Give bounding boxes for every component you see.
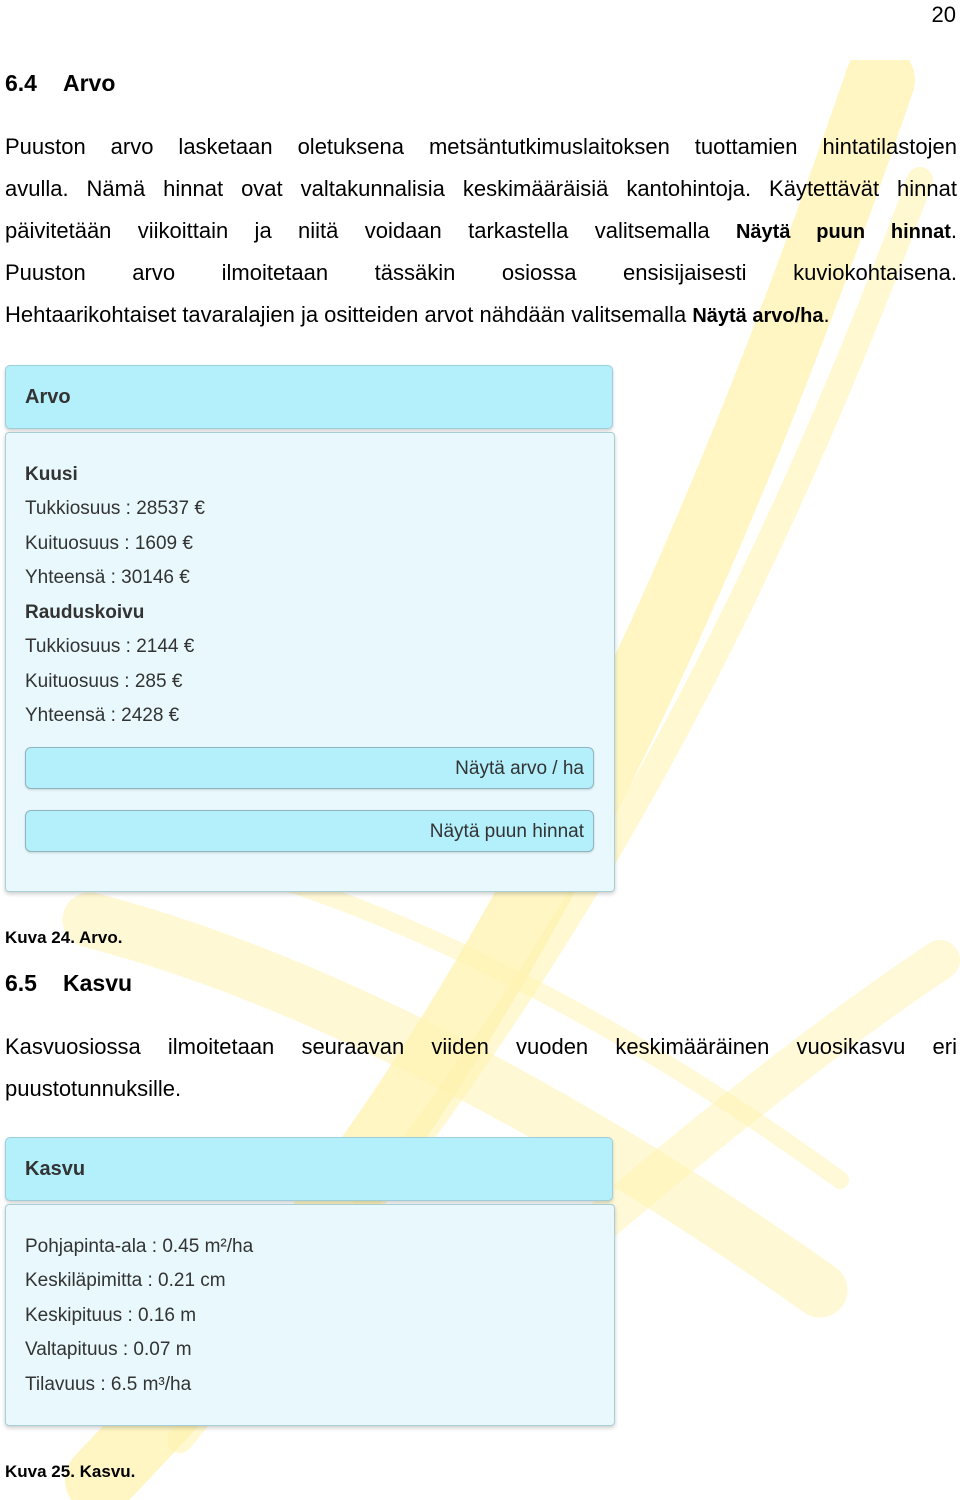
paragraph-line: avulla. Nämä hinnat ovat valtakunnalisia keskimääräisiä kantohintoja. Käytettävät hinnat <box>5 176 957 201</box>
value-line: Kuituosuus : 1609 € <box>25 533 193 554</box>
arvo-paragraph <box>5 126 957 336</box>
growth-line: Pohjapinta-ala : 0.45 m²/ha <box>25 1236 254 1257</box>
widget-title: Arvo <box>25 386 71 408</box>
value-line: Tukkiosuus : 28537 € <box>25 498 205 519</box>
growth-line: Keskiläpimitta : 0.21 cm <box>25 1270 226 1291</box>
paragraph-line <box>5 210 957 252</box>
kasvu-paragraph <box>5 1026 957 1110</box>
arvo-widget-header[interactable] <box>5 365 613 429</box>
species-name: Kuusi <box>25 464 78 485</box>
arvo-widget-body <box>5 432 615 892</box>
growth-line: Tilavuus : 6.5 m³/ha <box>25 1374 192 1395</box>
value-line: Tukkiosuus : 2144 € <box>25 636 195 657</box>
button-label: Näytä arvo / ha <box>455 758 584 779</box>
paragraph-line: Puuston arvo ilmoitetaan tässäkin osiossa ensisijaisesti kuviokohtaisena. <box>5 260 957 285</box>
growth-line: Keskipituus : 0.16 m <box>25 1305 197 1326</box>
section-number: 6.5 <box>5 970 37 996</box>
section-title: Kasvu <box>63 970 133 996</box>
show-tree-prices-button[interactable] <box>25 810 594 852</box>
page-number: 20 <box>931 2 956 27</box>
paragraph-text: Hehtaarikohtaiset tavaralajien ja ositteiden arvot nähdään valitsemalla <box>5 302 687 327</box>
value-line: Yhteensä : 30146 € <box>25 567 190 588</box>
species-name: Rauduskoivu <box>25 602 145 623</box>
section-title: Arvo <box>63 70 116 96</box>
paragraph-text: päivitetään viikoittain ja niitä voidaan tarkastella valitsemalla <box>5 218 710 243</box>
paragraph-punctuation: . <box>823 302 830 327</box>
paragraph-line: Kasvuosiossa ilmoitetaan seuraavan viiden vuoden keskimääräinen vuosikasvu eri <box>5 1034 957 1059</box>
figure-caption: Kuva 24. Arvo. <box>5 928 123 947</box>
paragraph-line: Puuston arvo lasketaan oletuksena metsäntutkimuslaitoksen tuottamien hintatilastojen <box>5 134 957 159</box>
kasvu-widget-body <box>5 1204 615 1426</box>
button-label: Näytä puun hinnat <box>429 821 584 842</box>
section-heading-kasvu <box>5 970 132 997</box>
widget-title: Kasvu <box>25 1158 86 1180</box>
paragraph-line <box>5 294 957 336</box>
ui-reference-value-per-ha: Näytä arvo/ha <box>692 305 824 327</box>
figure-caption: Kuva 25. Kasvu. <box>5 1462 136 1481</box>
section-number: 6.4 <box>5 70 37 96</box>
show-value-per-ha-button[interactable] <box>25 747 594 789</box>
kasvu-widget-header[interactable] <box>5 1137 613 1201</box>
ui-reference-show-prices: Näytä puun hinnat <box>735 221 951 243</box>
value-line: Kuituosuus : 285 € <box>25 671 183 692</box>
value-line: Yhteensä : 2428 € <box>25 705 180 726</box>
paragraph-line: puustotunnuksille. <box>5 1076 182 1101</box>
growth-line: Valtapituus : 0.07 m <box>25 1339 192 1360</box>
section-heading-arvo <box>5 70 115 97</box>
paragraph-punctuation: . <box>950 218 957 243</box>
